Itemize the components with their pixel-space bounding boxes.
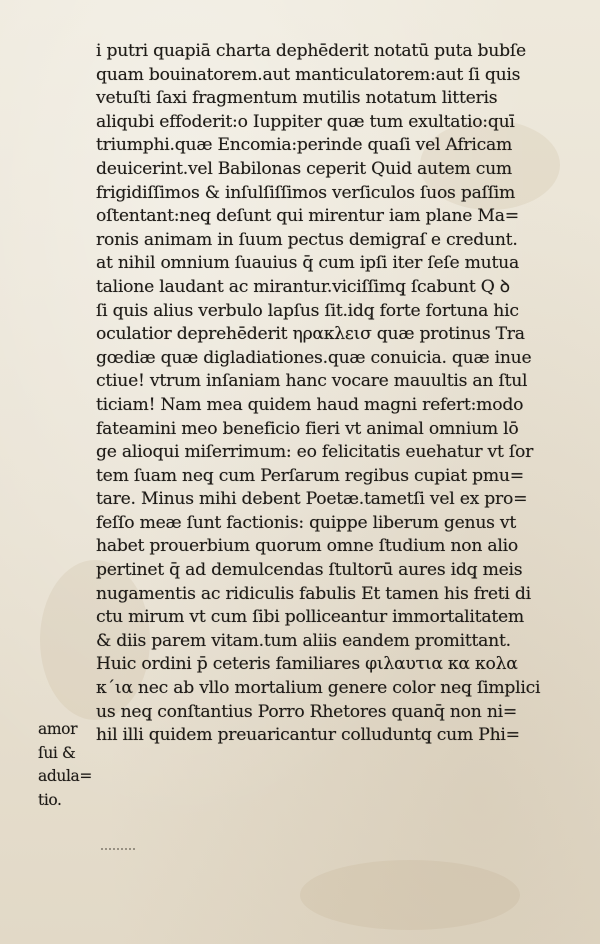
text-line: ticiam! Nam mea quidem haud magni refert:modo [96,394,524,415]
main-text-column [96,40,580,748]
text-line: oſtentant:neq̧ deſunt qui mirentur iam plane Ma= [96,206,519,227]
text-line: pertinet q̄ ad demulcendas ſtultorū aures idq̧ meis [96,560,523,581]
text-line: i putri quapiā charta dephēderit notatū puta bubſe [96,41,526,61]
text-line: frigidiſſimos & inſulſiſſimos verſiculos ſuos paſſim [96,182,516,203]
text-line: hil illi quidem preuaricantur colluduntq̧ cum Phi= [96,725,520,746]
text-line: fateamini meo beneficio fieri vt animal omnium lō [96,418,519,439]
text-line: habet prouerbium quorum omne ſtudium non alio [96,536,518,557]
text-line: ctu mirum vt cum ſibi polliceantur immortalitatem [96,607,524,628]
text-line: tem ſuam neq̧ cum Perſarum regibus cupiat pmu= [96,465,524,486]
margin-note-line: adula= [38,767,92,786]
bottom-mark [101,848,135,850]
margin-note-line: ſui & [38,743,76,762]
text-line: deuicerint.vel Babilonas ceperit Quid autem cum [96,158,512,179]
margin-note [38,718,96,812]
text-line: nugamentis ac ridiculis fabulis Et tamen his freti di [96,583,531,604]
text-line: κ´ια nec ab vllo mortalium genere color neq̧ ſimplici [96,678,541,699]
text-line: ctiue! vtrum inſaniam hanc vocare mauultis an ſtul [96,371,528,392]
text-line: gœdiæ quæ digladiationes.quæ conuicia. quæ inue [96,347,532,368]
text-line: & diis parem vitam.tum aliis eandem promittant. [96,630,511,651]
text-line: aliqubi effoderit:o Iuppiter quæ tum exultatio:quī [96,111,515,132]
text-line: ſi quis alius verbulo lapſus ſit.idq̧ forte fortuna hic [96,300,519,321]
text-line: at nihil omnium ſuauius q̄ cum ipſi iter ſeſe mutua [96,253,519,274]
text-line: ge alioqui miſerrimum: eo felicitatis euehatur vt ſor [96,442,534,463]
text-line: talione laudant ac mirantur.viciſſimq̧ ſcabunt Q ꝺ [96,276,510,297]
text-line: Huic ordini p̄ ceteris familiares φιλαυτια κα κολα [96,654,518,675]
text-line: triumphi.quæ Encomia:perinde quaſi vel Africam [96,135,513,156]
paper-stain [300,860,520,930]
text-line: ronis animam in ſuum pectus demigraſ e credunt. [96,229,518,250]
text-line: feſſo meæ ſunt factionis: quippe liberum genus vt [96,512,517,533]
margin-note-line: tio. [38,790,62,809]
text-line: tare. Minus mihi debent Poetæ.tametſi vel ex pro= [96,489,528,510]
text-line: vetuſti ſaxi fragmentum mutilis notatum litteris [96,88,498,109]
text-line: us neq̧ conſtantius Porro Rhetores quanq̄ non ni= [96,701,518,722]
text-line: quam bouinatorem.aut manticulatorem:aut ſi quis [96,64,521,85]
margin-note-line: amor [38,720,78,738]
text-line: oculatior deprehēderit ηρακλεισ quæ protinus Tra [96,324,525,345]
